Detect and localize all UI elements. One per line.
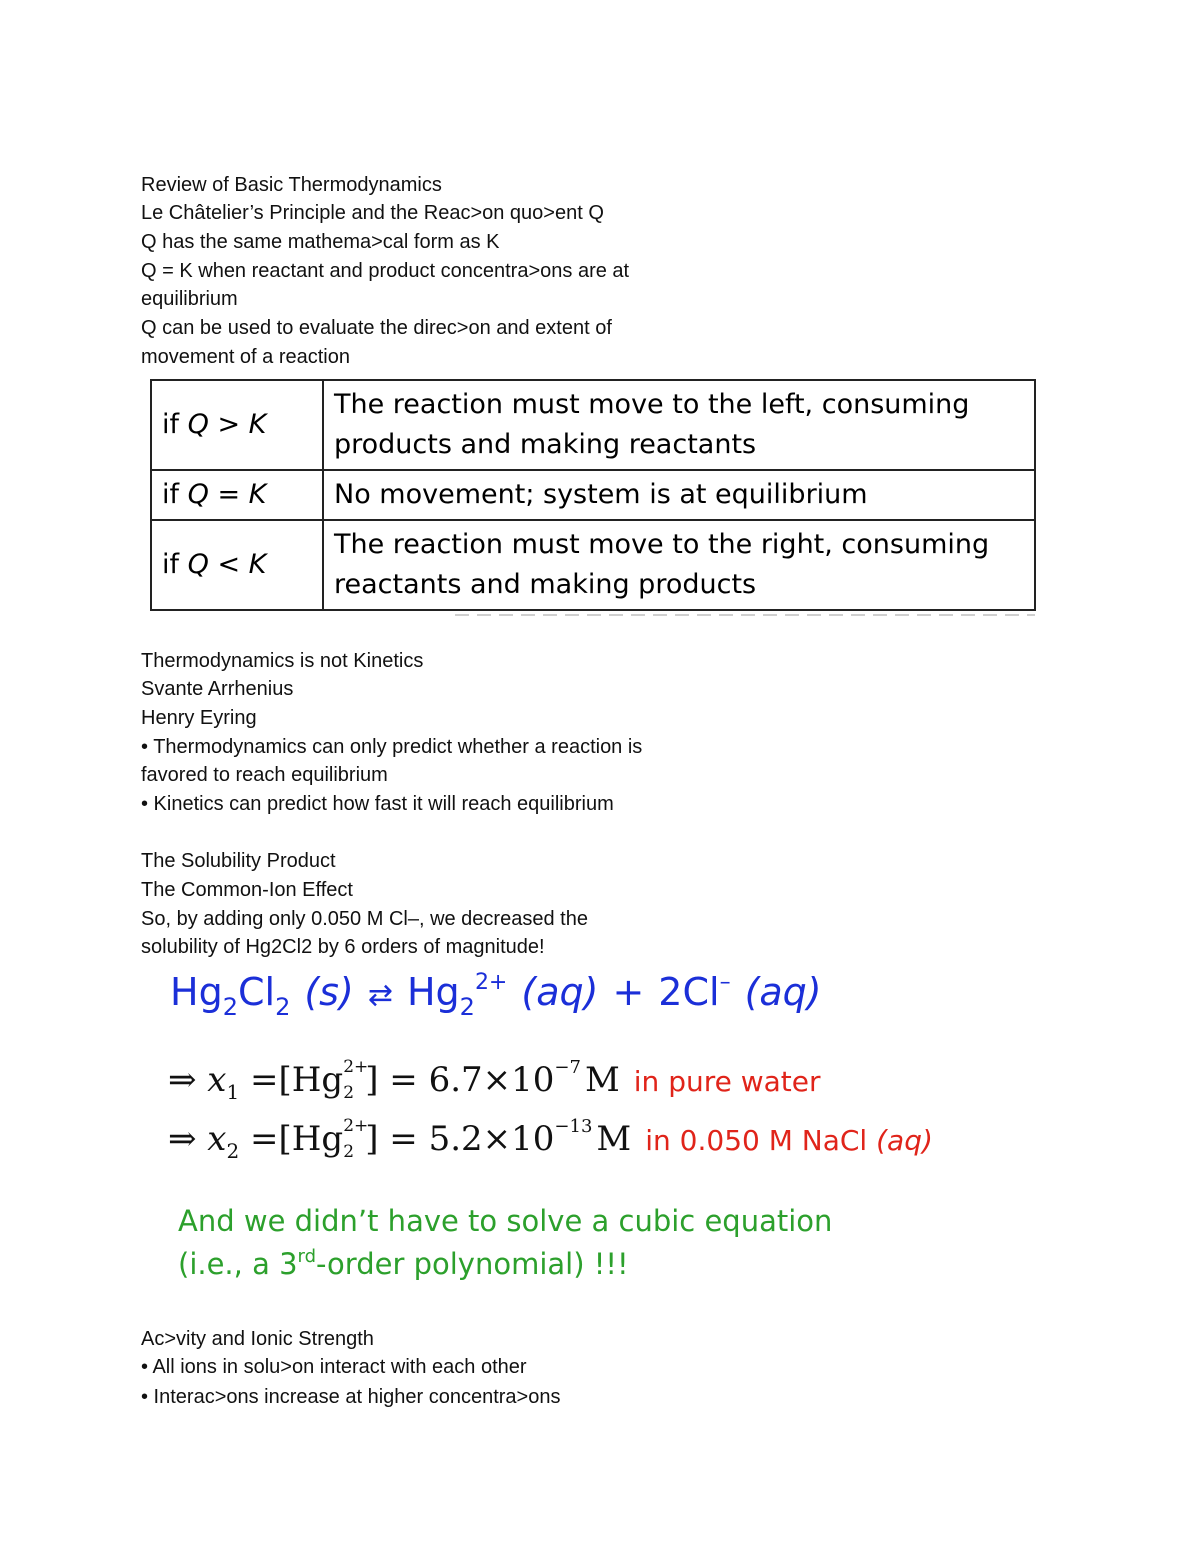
green-text-part: (i.e., a 3 [178, 1247, 298, 1281]
table-row [151, 380, 1035, 470]
note-aq: (aq) [876, 1124, 933, 1157]
bullet-line: • Kinetics can predict how fast it will reach equilibrium [141, 793, 614, 815]
condition-note [645, 1124, 933, 1157]
q-vs-k-table [150, 379, 1036, 611]
eq-bracket: =[Hg [239, 1119, 344, 1159]
eq-solid-state: (s) [304, 970, 354, 1014]
eq-bracket: =[Hg [239, 1060, 344, 1100]
result-line: reactants and making products [334, 569, 757, 600]
eq-sub: 2 [275, 993, 291, 1021]
cond-prefix: if [162, 409, 188, 440]
eq-value: ] = 5.2×10 [365, 1119, 555, 1159]
table-row [151, 520, 1035, 610]
cond-op: > [208, 409, 249, 440]
heading-activity-ionic-strength: Ac>vity and Ionic Strength [141, 1328, 374, 1350]
text-line: Svante Arrhenius [141, 678, 294, 700]
implies-arrow-icon: ⇒ [168, 1119, 208, 1159]
cond-q: Q [187, 409, 209, 440]
text-line: So, by adding only 0.050 M Cl–, we decreased the [141, 908, 588, 930]
eq-charge: 2+ [474, 970, 508, 995]
eq-aqueous-state: (aq) [744, 970, 822, 1014]
cond-q: Q [187, 479, 209, 510]
heading-review-thermodynamics: Review of Basic Thermodynamics [141, 174, 442, 196]
eq-sub: 2 [459, 993, 475, 1021]
var-index: 1 [226, 1080, 240, 1104]
result-line: The reaction must move to the left, consuming [334, 389, 970, 420]
result-pure-water [168, 1055, 821, 1107]
text-line: Q = K when reactant and product concentra>ons are at [141, 260, 630, 282]
result-cell [323, 520, 1035, 610]
heading-solubility-product: The Solubility Product [141, 850, 336, 872]
ion-charge-stack [343, 1116, 369, 1162]
ion-charge: 2+ [343, 1116, 369, 1136]
text-line: The Common-Ion Effect [141, 879, 353, 901]
cond-k: K [248, 549, 267, 580]
bullet-line: • Interac>ons increase at higher concentra>ons [141, 1386, 561, 1408]
eq-sub: 2 [222, 993, 238, 1021]
eq-exponent: −7 [554, 1057, 581, 1078]
cond-q: Q [187, 549, 209, 580]
eq-unit: M [584, 1060, 620, 1100]
cond-k: K [248, 479, 267, 510]
text-line: Henry Eyring [141, 707, 257, 729]
text-line: Q can be used to evaluate the direc>on and extent of [141, 317, 612, 339]
var-index: 2 [226, 1139, 240, 1163]
result-line: No movement; system is at equilibrium [334, 479, 868, 510]
result-line: products and making reactants [334, 429, 757, 460]
text-line: Q has the same mathema>cal form as K [141, 231, 500, 253]
text-line: equilibrium [141, 288, 238, 310]
condition-cell [151, 470, 323, 520]
text-line: solubility of Hg2Cl2 by 6 orders of magnitude! [141, 936, 545, 958]
ion-charge-stack [343, 1057, 369, 1103]
green-superscript: rd [297, 1246, 317, 1267]
condition-note [634, 1065, 821, 1098]
condition-cell [151, 380, 323, 470]
eq-charge: – [719, 970, 731, 995]
cond-op: < [208, 549, 249, 580]
eq-cl: Cl [237, 970, 276, 1014]
result-line: The reaction must move to the right, consuming [334, 529, 990, 560]
condition-cell [151, 520, 323, 610]
eq-unit: M [596, 1119, 632, 1159]
ion-subscript: 2 [343, 1142, 355, 1162]
cond-prefix: if [162, 549, 188, 580]
eq-value: ] = 6.7×10 [365, 1060, 555, 1100]
note-text: in 0.050 M NaCl [645, 1124, 877, 1157]
table-row [151, 470, 1035, 520]
cond-prefix: if [162, 479, 188, 510]
ion-charge: 2+ [343, 1057, 369, 1077]
implies-arrow-icon: ⇒ [168, 1060, 208, 1100]
var-x: x [207, 1119, 227, 1159]
eq-chloride: 2Cl [658, 970, 720, 1014]
green-remark-line-1: And we didn’t have to solve a cubic equation [178, 1204, 833, 1238]
eq-exponent: −13 [554, 1116, 593, 1137]
note-text: in pure water [633, 1065, 821, 1098]
faint-footer-strip [455, 612, 1035, 618]
cond-op: = [208, 479, 249, 510]
green-text-part: -order polynomial) !!! [316, 1247, 629, 1281]
bullet-line: • All ions in solu>on interact with each other [141, 1356, 527, 1378]
cond-k: K [248, 409, 267, 440]
result-nacl [168, 1114, 933, 1166]
var-x: x [207, 1060, 227, 1100]
green-remark-line-2 [178, 1242, 629, 1286]
dissolution-equation [170, 962, 822, 1026]
bullet-line: • Thermodynamics can only predict whether a reaction is [141, 736, 643, 758]
result-cell [323, 380, 1035, 470]
text-line: favored to reach equilibrium [141, 764, 388, 786]
text-line: movement of a reaction [141, 346, 350, 368]
ion-subscript: 2 [343, 1083, 355, 1103]
result-cell [323, 470, 1035, 520]
eq-hg: Hg [406, 970, 460, 1014]
text-line: Le Châtelier’s Principle and the Reac>on quo>ent Q [141, 202, 604, 224]
eq-aqueous-state: (aq) [521, 970, 599, 1014]
eq-hg: Hg [170, 970, 223, 1014]
eq-plus: + [612, 970, 645, 1014]
heading-thermo-not-kinetics: Thermodynamics is not Kinetics [141, 650, 424, 672]
equilibrium-arrow-icon: ⇄ [367, 978, 393, 1013]
